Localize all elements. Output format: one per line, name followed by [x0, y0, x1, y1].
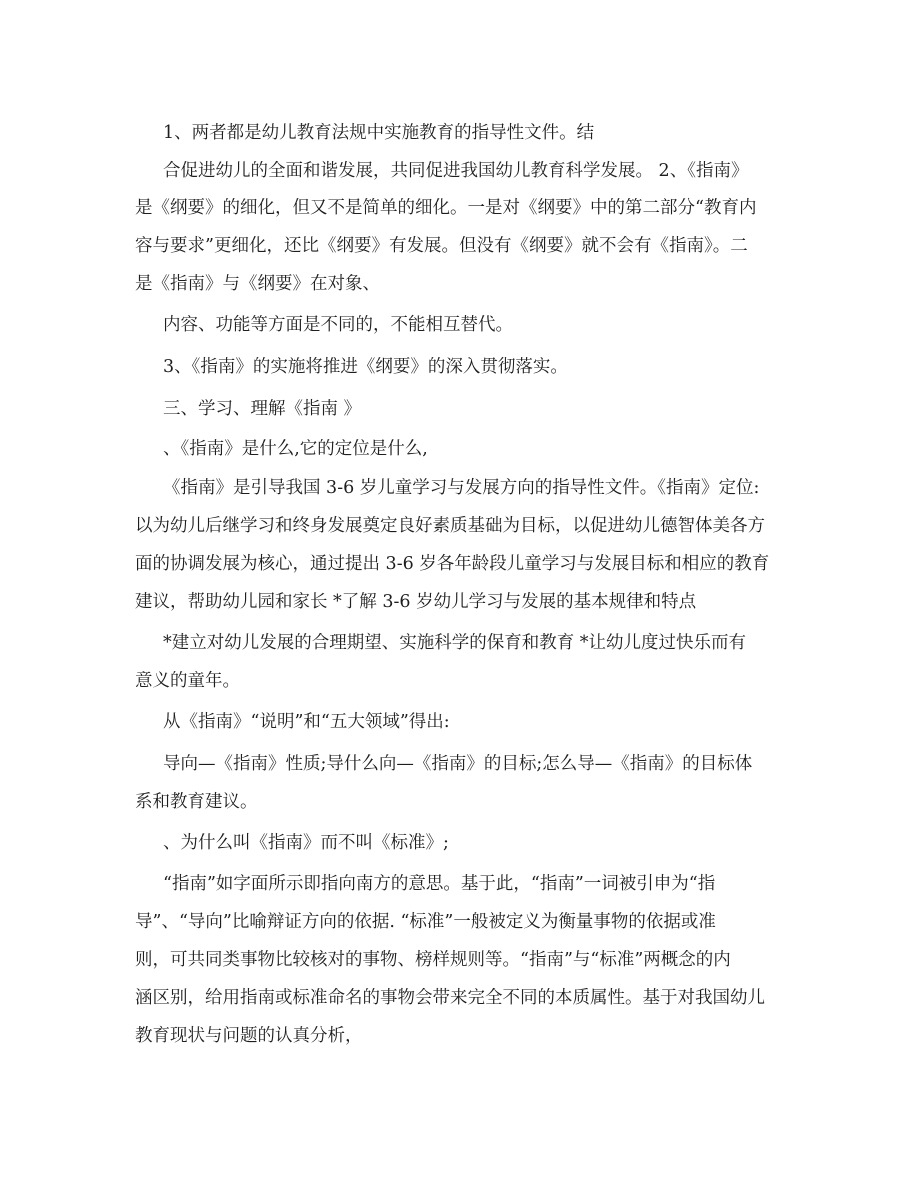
text-line: 3、《指南》的实施将推进《纲要》的深入贯彻落实。: [163, 357, 568, 377]
text-line: 面的协调发展为核心，通过提出 3-6 岁各年龄段儿童学习与发展目标和相应的教育: [135, 554, 770, 574]
text-line: 是《指南》与《纲要》在对象、: [135, 274, 380, 294]
text-line: 三、学习、理解《指南 》: [163, 399, 362, 419]
text-line: 教育现状与问题的认真分析，: [135, 1026, 363, 1046]
text-line: 内容、功能等方面是不同的，不能相互替代。: [163, 315, 513, 335]
text-line: 导”、“导向”比喻辩证方向的依据. “标准”一般被定义为衡量事物的依据或准: [135, 912, 716, 932]
text-line: 意义的童年。: [135, 671, 240, 691]
text-line: “指南”如字面所示即指向南方的意思。基于此，“指南”一词被引申为“指: [163, 874, 716, 894]
text-line: 合促进幼儿的全面和谐发展，共同促进我国幼儿教育科学发展。 2、《指南》: [163, 161, 749, 181]
text-line: 《指南》是引导我国 3-6 岁儿童学习与发展方向的指导性文件。《指南》定位:: [163, 478, 760, 498]
text-line: 1、两者都是幼儿教育法规中实施教育的指导性文件。结: [163, 123, 595, 143]
text-line: 建议，帮助幼儿园和家长 *了解 3-6 岁幼儿学习与发展的基本规律和特点: [135, 592, 697, 612]
text-line: 、《指南》是什么,它的定位是什么,: [163, 439, 428, 459]
text-line: 则，可共同类事物比较核对的事物、榜样规则等。“指南”与“标准”两概念的内: [135, 950, 731, 970]
text-line: 从《指南》“说明”和“五大领域”得出:: [163, 712, 450, 732]
text-line: 容与要求”更细化，还比《纲要》有发展。但没有《纲要》就不会有《指南》。二: [135, 236, 748, 256]
text-line: 导向—《指南》性质;导什么向—《指南》的目标;怎么导—《指南》的目标体: [163, 754, 753, 774]
text-line: 以为幼儿后继学习和终身发展奠定良好素质基础为目标，以促进幼儿德智体美各方: [135, 516, 765, 536]
text-line: *建立对幼儿发展的合理期望、实施科学的保育和教育 *让幼儿度过快乐而有: [163, 633, 747, 653]
text-line: 是《纲要》的细化，但又不是简单的细化。一是对《纲要》中的第二部分“教育内: [135, 198, 757, 218]
text-line: 、为什么叫《指南》而不叫《标准》;: [163, 833, 449, 853]
text-line: 涵区别，给用指南或标准命名的事物会带来完全不同的本质属性。基于对我国幼儿: [135, 988, 765, 1008]
text-line: 系和教育建议。: [135, 792, 258, 812]
